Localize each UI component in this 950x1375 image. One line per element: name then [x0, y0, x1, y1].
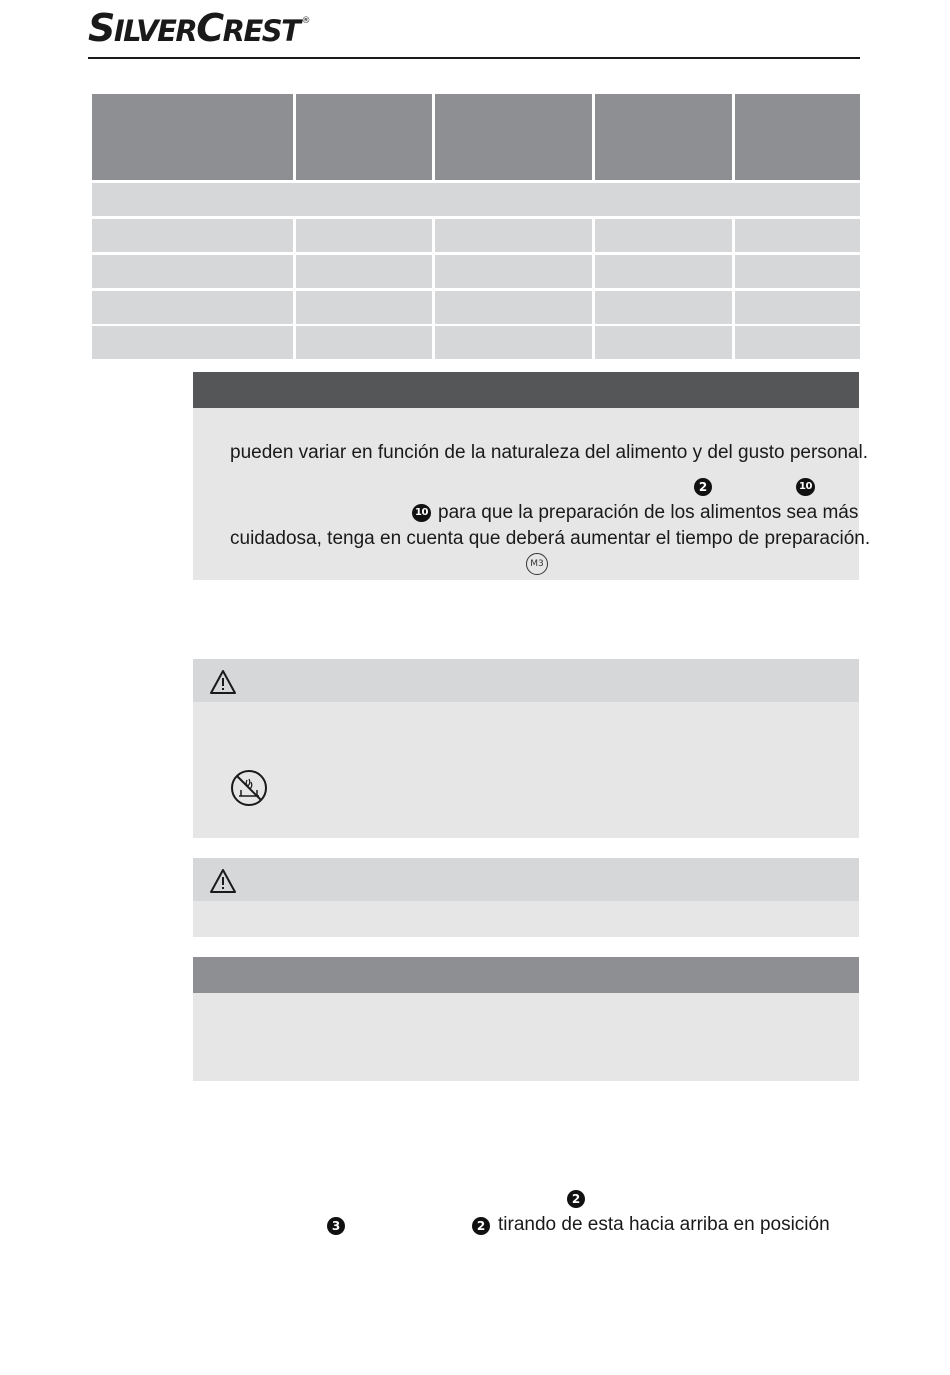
warning-box-body	[193, 702, 859, 838]
table-cell	[92, 291, 293, 324]
table-cell	[296, 255, 432, 288]
ref-badge-10: 10	[796, 478, 815, 496]
warning-box-1	[193, 659, 859, 838]
table-cell	[435, 291, 592, 324]
no-burn-symbol-icon	[229, 768, 269, 808]
ref-badge-10: 10	[412, 504, 431, 522]
table-header-cell	[435, 94, 592, 180]
note-line-4: cuidadosa, tenga en cuenta que deberá aumentar el tiempo de preparación.	[230, 528, 871, 549]
table-cell	[92, 326, 293, 359]
step-line: tirando de esta hacia arriba en posición	[498, 1214, 830, 1235]
mode-m3-icon: M3	[526, 553, 548, 575]
warning-triangle-icon	[209, 669, 237, 695]
ref-badge-3: 3	[327, 1217, 345, 1235]
table-cell	[92, 255, 293, 288]
table-cell	[92, 219, 293, 252]
warning-triangle-icon	[209, 868, 237, 894]
info-box-body	[193, 993, 859, 1081]
ref-badge-2: 2	[694, 478, 712, 496]
table-cell	[735, 291, 860, 324]
note-box-body	[193, 408, 859, 580]
table-cell	[735, 255, 860, 288]
info-box	[193, 957, 859, 1081]
note-line-1: pueden variar en función de la naturaleza del alimento y del gusto personal.	[230, 442, 868, 463]
note-line-3: para que la preparación de los alimentos sea más	[438, 502, 859, 523]
table-cell	[595, 326, 732, 359]
table-section-band	[92, 183, 860, 216]
ref-badge-2: 2	[567, 1190, 585, 1208]
warning-box-2	[193, 858, 859, 937]
ref-badge-2: 2	[472, 1217, 490, 1235]
note-box-header	[193, 372, 859, 408]
table-cell	[595, 219, 732, 252]
table-cell	[296, 291, 432, 324]
table-cell	[296, 326, 432, 359]
table-cell	[435, 219, 592, 252]
table-cell	[435, 326, 592, 359]
table-cell	[296, 219, 432, 252]
table-header-cell	[735, 94, 860, 180]
header-divider	[88, 57, 860, 59]
warning-box-header	[193, 858, 859, 901]
table-header-cell	[92, 94, 293, 180]
table-header-cell	[296, 94, 432, 180]
table-cell	[595, 291, 732, 324]
table-cell	[435, 255, 592, 288]
table-cell	[595, 255, 732, 288]
table-cell	[735, 219, 860, 252]
warning-box-header	[193, 659, 859, 702]
table-cell	[735, 326, 860, 359]
warning-box-body	[193, 901, 859, 937]
brand-logo: SILVERCREST ®	[88, 6, 309, 50]
info-box-header	[193, 957, 859, 993]
table-header-cell	[595, 94, 732, 180]
